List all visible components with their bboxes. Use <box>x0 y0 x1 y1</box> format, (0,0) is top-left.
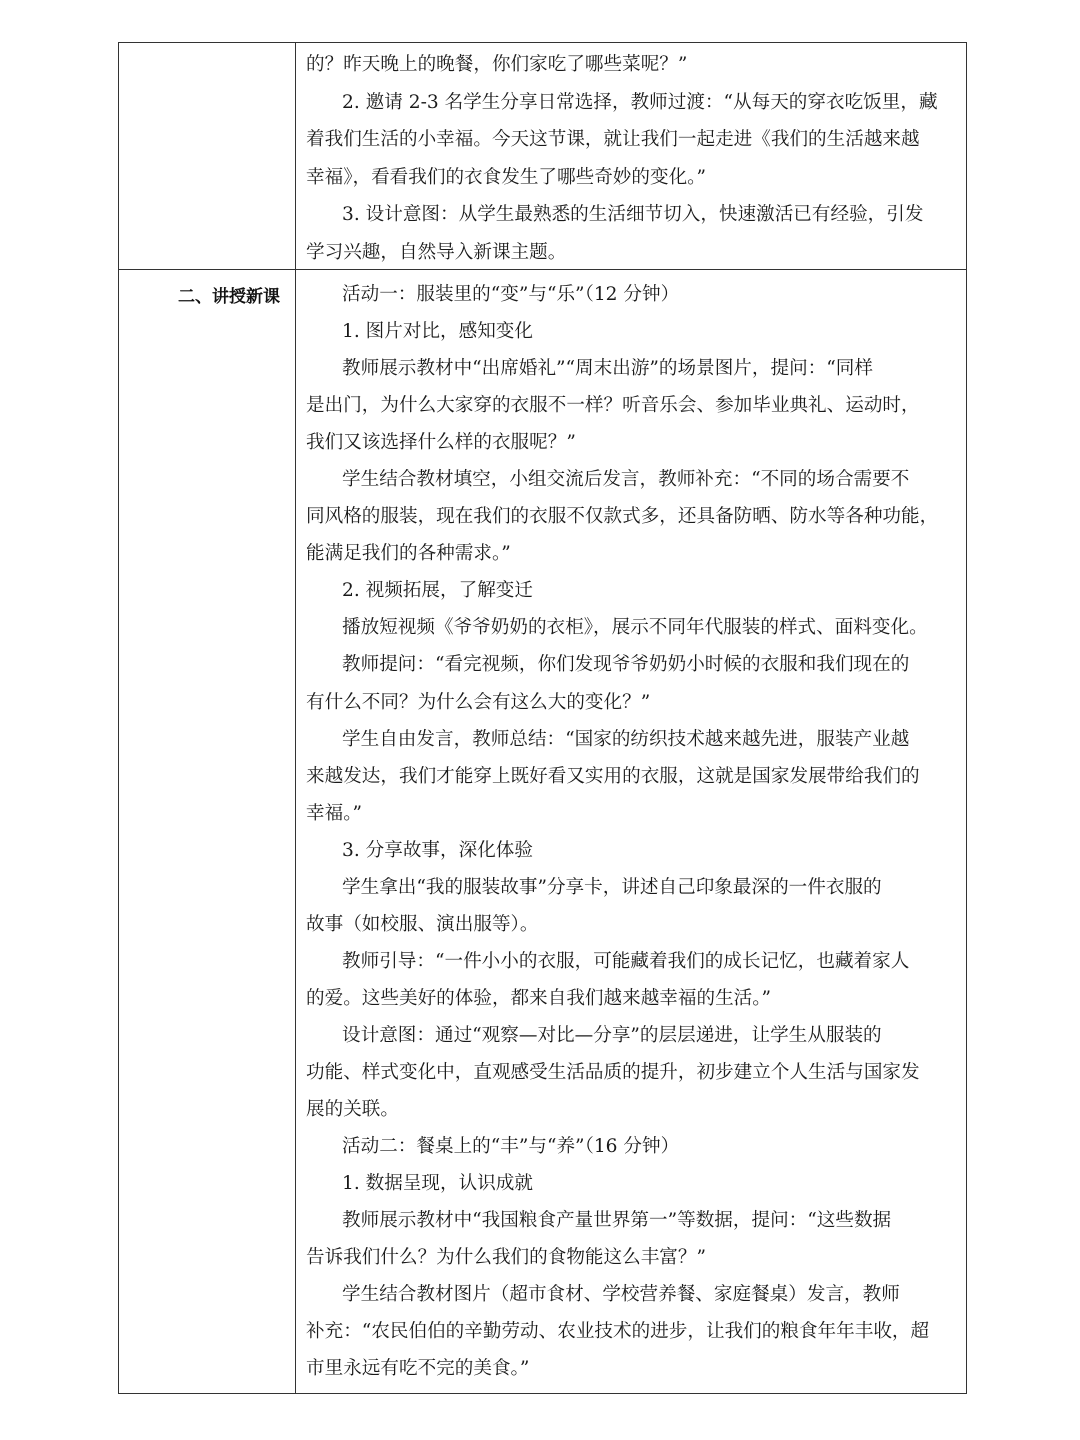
table-border-right <box>966 42 967 1394</box>
new-lesson-text-line: 功能、样式变化中，直观感受生活品质的提升，初步建立个人生活与国家发 <box>306 1061 920 1083</box>
new-lesson-text-line: 是出门，为什么大家穿的衣服不一样？听音乐会、参加毕业典礼、运动时， <box>306 395 920 417</box>
lead-in-text-line: 的？昨天晚上的晚餐，你们家吃了哪些菜呢？” <box>306 54 688 75</box>
new-lesson-text-line: 学生拿出“我的服装故事”分享卡，讲述自己印象最深的一件衣服的 <box>342 876 882 898</box>
table-border-bottom <box>118 1393 967 1394</box>
new-lesson-text-line: 活动二：餐桌上的“丰”与“养”（16 分钟） <box>342 1136 680 1158</box>
new-lesson-text-line: 能满足我们的各种需求。” <box>306 543 511 565</box>
lead-in-text-line: 2. 邀请 2-3 名学生分享日常选择，教师过渡：“从每天的穿衣吃饭里，藏 <box>342 91 938 113</box>
table-border-left <box>118 42 119 1394</box>
new-lesson-text-line: 播放短视频《爷爷奶奶的衣柜》，展示不同年代服装的样式、面料变化。 <box>342 617 928 639</box>
new-lesson-text-line: 1. 数据呈现，认识成就 <box>342 1173 533 1195</box>
new-lesson-text-line: 设计意图：通过“观察—对比—分享”的层层递进，让学生从服装的 <box>342 1024 882 1046</box>
table-border-top <box>118 42 967 43</box>
lead-in-text-line: 学习兴趣，自然导入新课主题。 <box>306 241 567 263</box>
new-lesson-text-line: 3. 分享故事，深化体验 <box>342 839 533 861</box>
lead-in-text-line: 着我们生活的小幸福。今天这节课，就让我们一起走进《我们的生活越来越 <box>306 129 920 151</box>
new-lesson-text-line: 来越发达，我们才能穿上既好看又实用的衣服，这就是国家发展带给我们的 <box>306 765 920 787</box>
new-lesson-text-line: 我们又该选择什么样的衣服呢？” <box>306 432 576 454</box>
new-lesson-text-line: 教师引导：“一件小小的衣服，可能藏着我们的成长记忆，也藏着家人 <box>342 950 910 972</box>
new-lesson-text-line: 教师展示教材中“出席婚礼”“周末出游”的场景图片，提问：“同样 <box>342 358 873 380</box>
lead-in-content-cell <box>296 46 966 272</box>
new-lesson-text-line: 教师提问：“看完视频，你们发现爷爷奶奶小时候的衣服和我们现在的 <box>342 654 910 676</box>
new-lesson-text-line: 展的关联。 <box>306 1099 399 1121</box>
new-lesson-text-line: 活动一：服装里的“变”与“乐”（12 分钟） <box>342 284 680 305</box>
new-lesson-content-cell <box>296 276 966 1387</box>
new-lesson-text-line: 告诉我们什么？为什么我们的食物能这么丰富？” <box>306 1247 706 1269</box>
new-lesson-text-line: 同风格的服装，现在我们的衣服不仅款式多，还具备防晒、防水等各种功能， <box>306 506 939 528</box>
new-lesson-text-line: 幸福。” <box>306 802 362 824</box>
new-lesson-text-line: 有什么不同？为什么会有这么大的变化？” <box>306 691 651 713</box>
lead-in-text-line: 3. 设计意图：从学生最熟悉的生活细节切入，快速激活已有经验，引发 <box>342 204 924 226</box>
new-lesson-text-line: 2. 视频拓展，了解变迁 <box>342 580 533 602</box>
new-lesson-text-line: 的爱。这些美好的体验，都来自我们越来越幸福的生活。” <box>306 987 772 1009</box>
new-lesson-text-line: 故事（如校服、演出服等）。 <box>306 913 539 935</box>
new-lesson-text-line: 市里永远有吃不完的美食。” <box>306 1358 530 1380</box>
new-lesson-text-line: 1. 图片对比，感知变化 <box>342 321 533 343</box>
new-lesson-text-line: 补充：“农民伯伯的辛勤劳动、农业技术的进步，让我们的粮食年年丰收，超 <box>306 1321 930 1343</box>
new-lesson-text-line: 教师展示教材中“我国粮食产量世界第一”等数据，提问：“这些数据 <box>342 1210 892 1232</box>
section-label: 二、讲授新课 <box>178 287 280 307</box>
new-lesson-text-line: 学生结合教材图片（超市食材、学校营养餐、家庭餐桌）发言，教师 <box>342 1284 900 1306</box>
lead-in-text-line: 幸福》，看看我们的衣食发生了哪些奇妙的变化。” <box>306 166 706 188</box>
new-lesson-text-line: 学生自由发言，教师总结：“国家的纺织技术越来越先进，服装产业越 <box>342 728 910 750</box>
new-lesson-text-line: 学生结合教材填空，小组交流后发言，教师补充：“不同的场合需要不 <box>342 469 910 491</box>
